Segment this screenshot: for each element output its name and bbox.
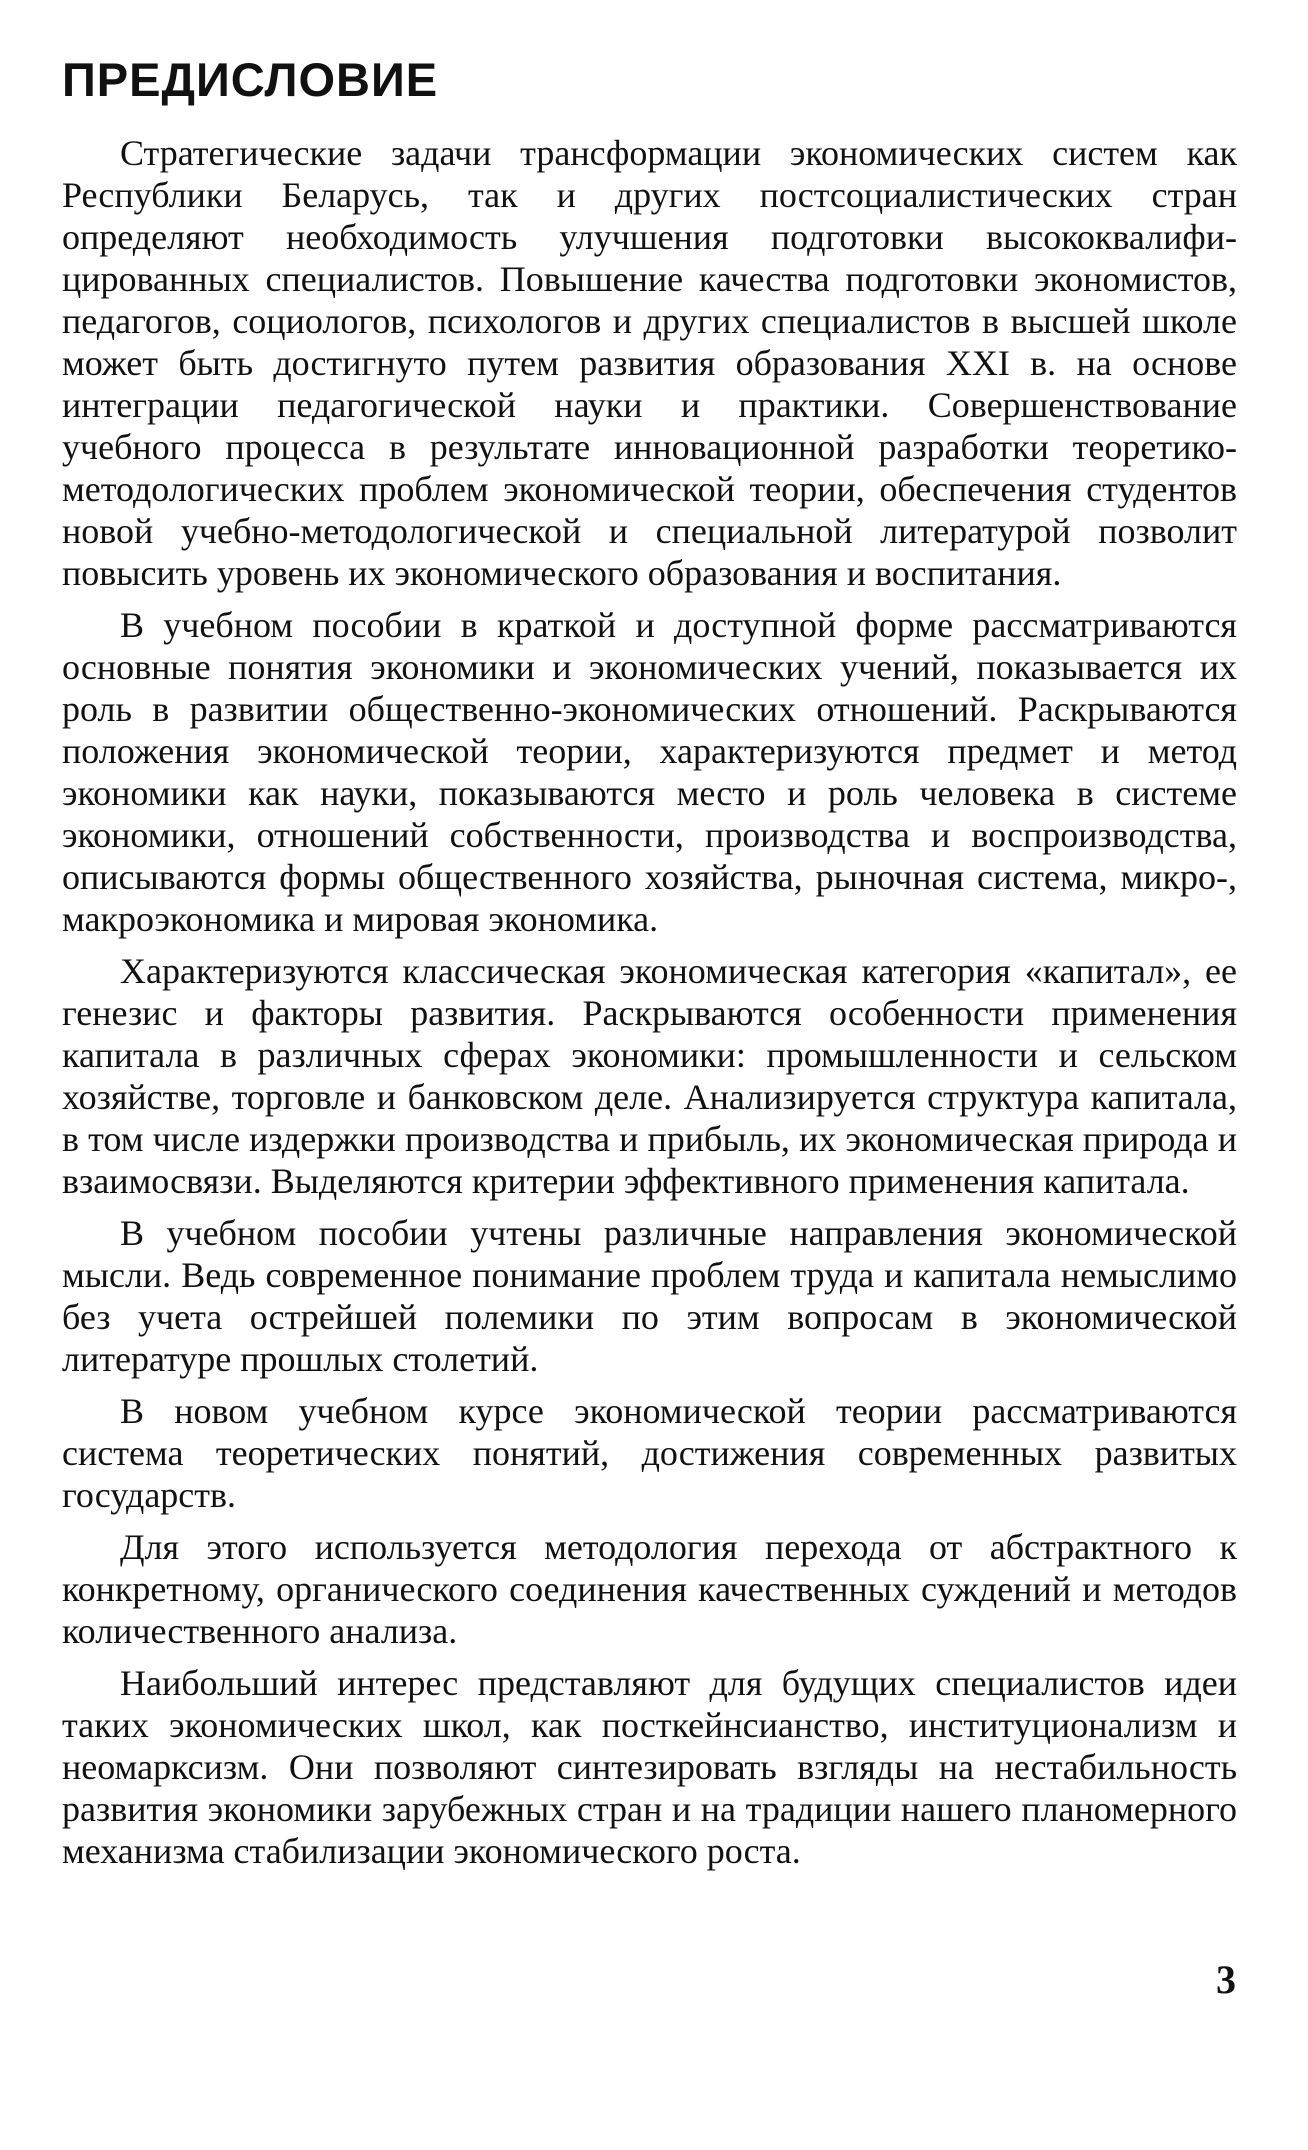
paragraph-2: В учебном пособии в краткой и доступной форме рассматриваются основные понятия экономики и экономических учений, показывается их роль в развитии общественно-экономических отношений. Раскрываются положения экономической теории, характеризуются предмет и метод экономики как науки, показываются место и роль человека в системе экономики, отношений собственности, производства и воспроизводства, описываются формы общественного хозяйства, рыночная система, микро-, макроэкономика и мировая экономика. <box>62 605 1237 939</box>
paragraph-4: В учебном пособии учтены различные направления экономической мысли. Ведь современное понимание проблем труда и капитала немыслимо без учета острейшей полемики по этим вопросам в экономической литературе прошлых столетий. <box>62 1213 1237 1379</box>
paragraph-5: В новом учебном курсе экономической теории рассматриваются система теоретических понятий, достижения современных развитых государств. <box>62 1391 1237 1515</box>
paragraph-6: Для этого используется методология перехода от абстрактного к конкретному, органического соединения качественных суждений и методов количественного анализа. <box>62 1527 1237 1651</box>
paragraph-1: Стратегические задачи трансформации экономических систем как Республики Беларусь, так и других постсоциалистических стран определяют необходимость улучшения подготовки высококвалифицированных специалистов. Повышение качества подготовки экономистов, педагогов, социологов, психологов и других специалистов в высшей школе может быть достигнуто путем развития образования XXI в. на основе интеграции педагогической науки и практики. Совершенствование учебного процесса в результате инновационной разработки теоретико-методологических проблем экономической теории, обеспечения студентов новой учебно-методологической и специальной литературой позволит повысить уровень их экономического образования и воспитания. <box>62 133 1237 593</box>
page-number: 3 <box>1216 1957 1236 2002</box>
paragraph-7: Наибольший интерес представляют для будущих специалистов идеи таких экономических школ, как посткейнсианство, институционализм и неомарксизм. Они позволяют синтезировать взгляды на нестабильность развития экономики зарубежных стран и на традиции нашего планомерного механизма стабилизации экономического роста. <box>62 1663 1237 1871</box>
document-page <box>62 52 1237 1882</box>
body-text <box>62 132 1237 1872</box>
page-title: ПРЕДИСЛОВИЕ <box>62 53 439 106</box>
paragraph-3: Характеризуются классическая экономическая категория «капитал», ее генезис и факторы развития. Раскрываются особенности применения капитала в различных сферах экономики: промышленности и сельском хозяйстве, торговле и банковском деле. Анализируется структура капитала, в том числе издержки производства и прибыль, их экономическая природа и взаимосвязи. Выделяются критерии эффективного применения капитала. <box>62 951 1237 1201</box>
